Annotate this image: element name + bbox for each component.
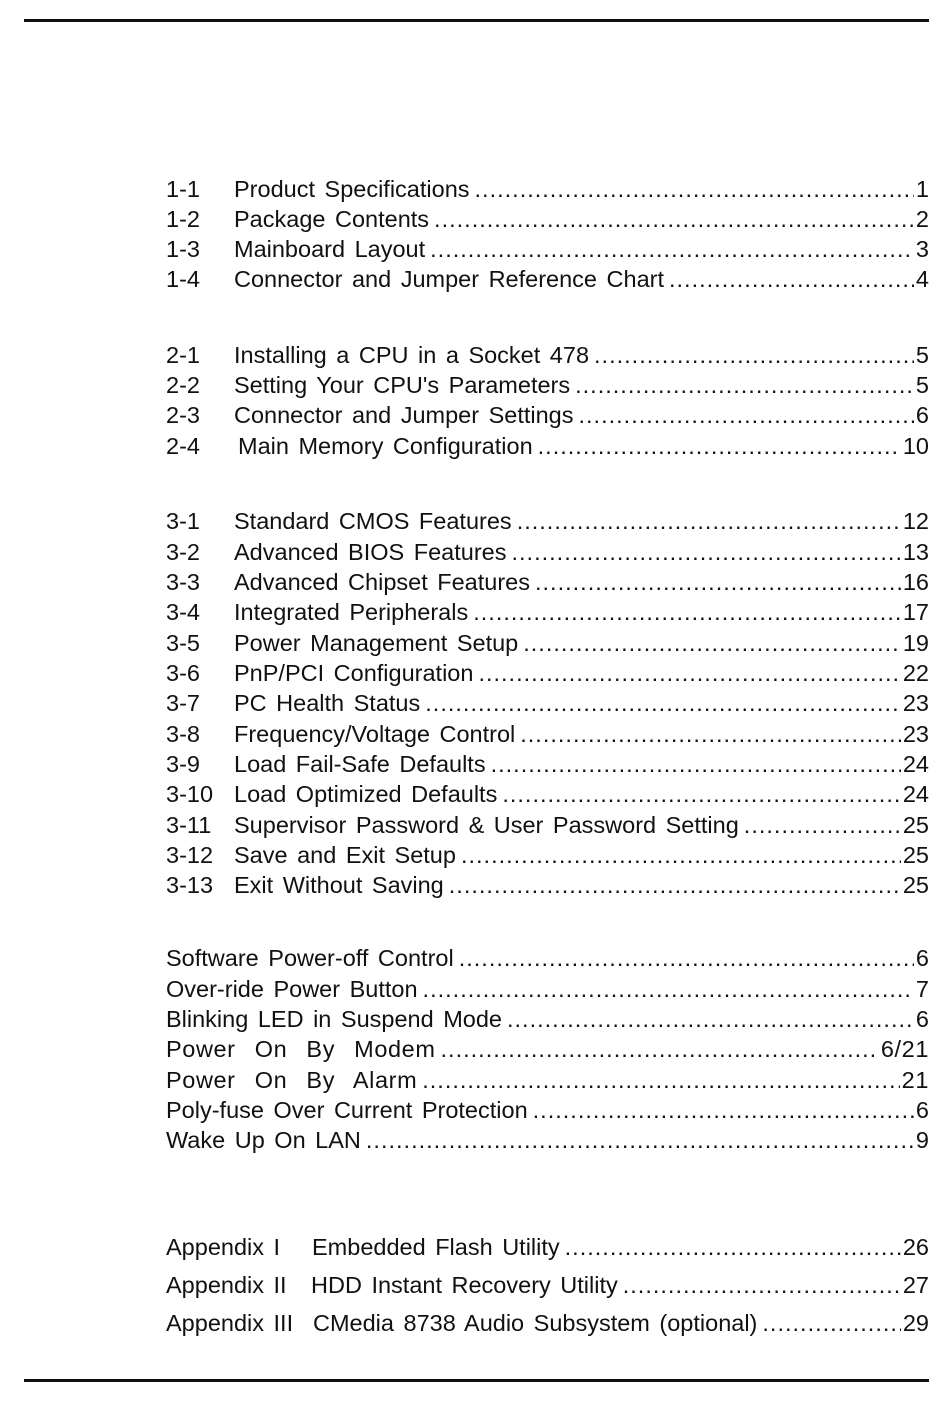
toc-title: Save and Exit Setup [234,842,456,868]
toc-title: CMedia 8738 Audio Subsystem (optional) [313,1310,758,1336]
toc-title: Poly-fuse Over Current Protection [166,1097,528,1123]
toc-title: Frequency/Voltage Control [234,721,516,747]
toc-title: Advanced Chipset Features [234,569,530,595]
toc-entry-blinking-led[interactable] [166,1004,929,1034]
dot-leader [594,340,914,370]
toc-title: Standard CMOS Features [234,508,512,534]
toc-page: 13 [902,539,929,565]
toc-number: 3-13 [166,872,214,898]
dot-leader [669,264,914,294]
toc-entry-2-4[interactable] [166,431,929,461]
dot-leader [533,1095,914,1125]
toc-entry-3-9[interactable] [166,749,929,779]
dot-leader [523,628,901,658]
toc-entry-2-1[interactable] [166,340,929,370]
toc-title: Exit Without Saving [234,872,444,898]
toc-title: Over-ride Power Button [166,976,418,1002]
toc-page: 21 [901,1067,929,1093]
toc-number: 3-8 [166,721,200,747]
toc-entry-3-13[interactable] [166,870,929,900]
dot-leader [623,1270,901,1300]
toc-number: Appendix III [166,1310,294,1336]
toc-number: 3-2 [166,539,200,565]
toc-title: Package Contents [234,206,430,232]
toc-title: Wake Up On LAN [166,1127,361,1153]
dot-leader [478,658,900,688]
dot-leader [579,400,914,430]
toc-number: 3-11 [166,812,212,838]
toc-page: 10 [902,433,929,459]
toc-page: 6 [915,402,929,428]
toc-number: 3-10 [166,781,214,807]
toc-entry-power-on-by-modem[interactable] [166,1034,929,1064]
toc-title: PC Health Status [234,690,421,716]
toc-page: 7 [915,976,929,1002]
toc-page: 12 [902,508,929,534]
toc-page: 26 [902,1234,929,1260]
toc-entry-software-power-off[interactable] [166,943,929,973]
toc-title: Integrated Peripherals [234,599,469,625]
toc-page: 17 [902,599,929,625]
toc-number: 3-6 [166,660,200,686]
toc-title: Embedded Flash Utility [312,1234,560,1260]
toc-entry-3-8[interactable] [166,719,929,749]
toc-page: 25 [902,842,929,868]
toc-title: Power Management Setup [234,630,519,656]
toc-number: 2-2 [166,372,200,398]
toc-number: 3-1 [166,508,200,534]
toc-entry-3-12[interactable] [166,840,929,870]
toc-number: 3-3 [166,569,200,595]
dot-leader [430,234,914,264]
dot-leader [575,370,914,400]
toc-title: Load Optimized Defaults [234,781,498,807]
toc-title: Main Memory Configuration [238,433,533,459]
toc-title: Blinking LED in Suspend Mode [166,1006,502,1032]
toc-title: Setting Your CPU's Parameters [234,372,571,398]
dot-leader [461,840,901,870]
toc-entry-override-power-button[interactable] [166,974,929,1004]
toc-entry-3-7[interactable] [166,688,929,718]
toc-page: 19 [902,630,929,656]
toc-page: 16 [902,569,929,595]
toc-title: Supervisor Password & User Password Setting [234,812,739,838]
toc-page: 6 [915,1006,929,1032]
dot-leader [517,506,901,536]
toc-number: 3-12 [166,842,214,868]
toc-page: 6 [915,945,929,971]
toc-page: 6 [915,1097,929,1123]
dot-leader [538,431,901,461]
bottom-rule [24,1379,929,1382]
toc-title: Power On By Modem [166,1036,436,1062]
toc-number: 3-9 [166,751,200,777]
toc-entry-power-on-by-alarm[interactable] [166,1065,929,1095]
toc-title: Mainboard Layout [234,236,426,262]
toc-number: 1-2 [166,206,200,232]
toc-entry-poly-fuse[interactable] [166,1095,929,1125]
toc-page: 24 [902,751,929,777]
toc-page: 22 [902,660,929,686]
toc-page: 29 [902,1310,929,1336]
toc-entry-3-2[interactable] [166,537,929,567]
toc-number: 3-4 [166,599,200,625]
toc-page: 27 [902,1272,929,1298]
dot-leader [502,779,901,809]
toc-title: Power On By Alarm [166,1067,418,1093]
toc-entry-appendix-iii[interactable] [166,1308,929,1338]
toc-entry-3-1[interactable] [166,506,929,536]
dot-leader [459,943,914,973]
dot-leader [422,1065,899,1095]
toc-page: 6/21 [880,1036,929,1062]
toc-number: 2-1 [166,342,200,368]
toc-page: 25 [902,872,929,898]
dot-leader [475,174,914,204]
dot-leader [491,749,901,779]
toc-entry-1-2[interactable] [166,204,929,234]
toc-page: 2 [915,206,929,232]
toc-entry-3-6[interactable] [166,658,929,688]
toc-title: HDD Instant Recovery Utility [311,1272,618,1298]
toc-number: 2-4 [166,433,200,459]
toc-title: Advanced BIOS Features [234,539,507,565]
toc-number: 2-3 [166,402,200,428]
toc-title: Connector and Jumper Settings [234,402,574,428]
toc-entry-1-4[interactable] [166,264,929,294]
toc-page: 24 [902,781,929,807]
toc-number: 3-5 [166,630,200,656]
toc-page: 5 [915,342,929,368]
toc-page: 25 [902,812,929,838]
toc-page: 23 [902,721,929,747]
toc-entry-3-11[interactable] [166,810,929,840]
dot-leader [507,1004,914,1034]
toc-page: 23 [902,690,929,716]
toc-number: Appendix II [166,1272,287,1298]
dot-leader [565,1232,901,1262]
toc-entry-3-5[interactable] [166,628,929,658]
dot-leader [425,688,901,718]
dot-leader [520,719,901,749]
dot-leader [449,870,901,900]
dot-leader [473,597,901,627]
dot-leader [441,1034,879,1064]
dot-leader [511,537,900,567]
toc-page: 9 [915,1127,929,1153]
toc-entry-2-2[interactable] [166,370,929,400]
dot-leader [434,204,914,234]
toc-page: 4 [915,266,929,292]
dot-leader [366,1125,914,1155]
toc-title: Connector and Jumper Reference Chart [234,266,664,292]
toc-entry-3-4[interactable] [166,597,929,627]
toc-title: Software Power-off Control [166,945,454,971]
toc-number: 1-4 [166,266,200,292]
toc-number: Appendix I [166,1234,281,1260]
toc-entry-3-10[interactable] [166,779,929,809]
toc-page: 3 [915,236,929,262]
dot-leader [423,974,914,1004]
toc-entry-wake-up-on-lan[interactable] [166,1125,929,1155]
toc-entry-1-1[interactable] [166,174,929,204]
toc-number: 1-3 [166,236,200,262]
toc-title: Product Specifications [234,176,470,202]
toc-entry-appendix-i[interactable] [166,1232,929,1262]
toc-entry-appendix-ii[interactable] [166,1270,929,1300]
toc-number: 1-1 [166,176,200,202]
dot-leader [762,1308,900,1338]
toc-page: 1 [915,176,929,202]
toc-entry-1-3[interactable] [166,234,929,264]
toc-entry-2-3[interactable] [166,400,929,430]
toc-title: PnP/PCI Configuration [234,660,474,686]
table-of-contents [166,0,929,1403]
dot-leader [744,810,901,840]
dot-leader [535,567,901,597]
toc-entry-3-3[interactable] [166,567,929,597]
toc-title: Load Fail-Safe Defaults [234,751,486,777]
toc-number: 3-7 [166,690,200,716]
toc-title: Installing a CPU in a Socket 478 [234,342,590,368]
toc-page: 5 [915,372,929,398]
